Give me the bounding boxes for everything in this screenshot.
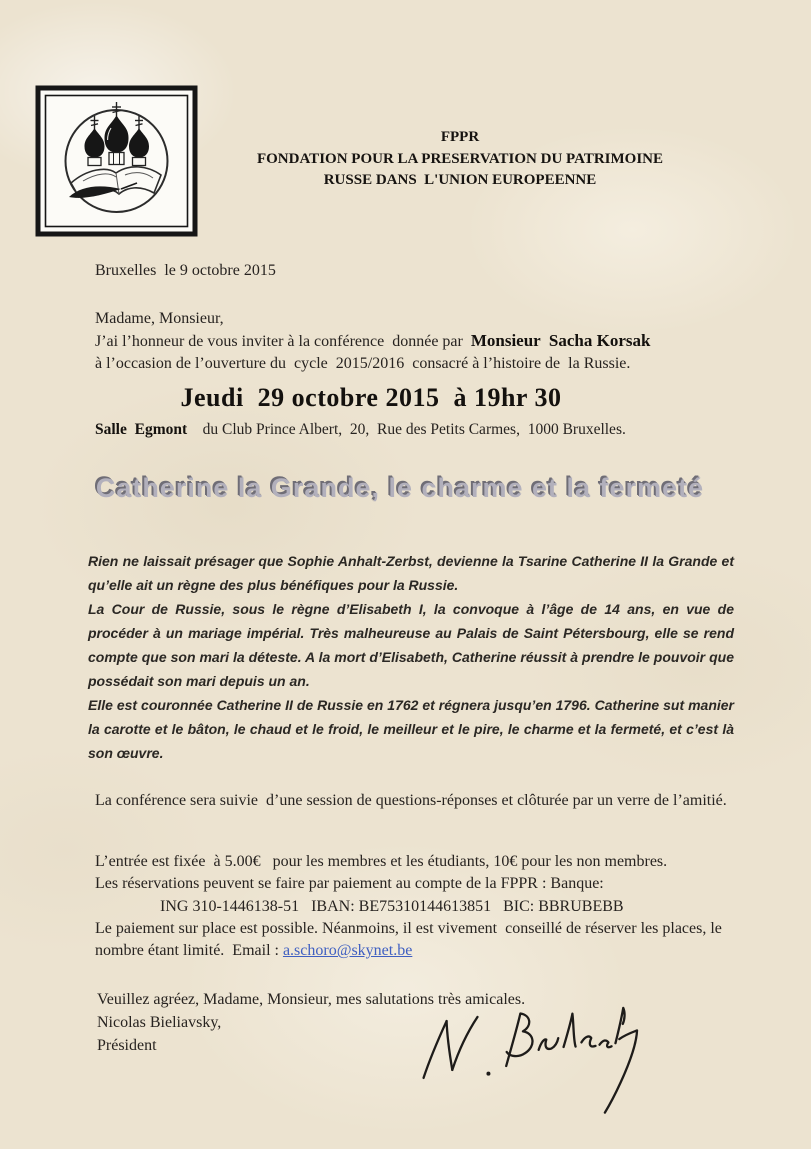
- abstract-paragraph: La Cour de Russie, sous le règne d’Elisabeth I, la convoque à l’âge de 14 ans, en vue de procéder à un mariage impérial. Très malheureuse au Palais de Saint Pétersbourg, elle se rend compte que son mari la déteste. A la mort d’Elisabeth, Catherine réussit à prendre le pouvoir que possédait son mari depuis un an.: [88, 601, 734, 689]
- dateline: Bruxelles le 9 octobre 2015: [95, 262, 276, 279]
- venue-name: Salle Egmont: [95, 421, 188, 438]
- qa-note: La conférence sera suivie d’une session de questions-réponses et clôturée par un verre de l’amitié.: [95, 792, 727, 809]
- entry-fee-line: L’entrée est fixée à 5.00€ pour les membres et les étudiants, 10€ pour les non membres.: [95, 853, 668, 870]
- email-link[interactable]: a.schoro@skynet.be: [282, 942, 413, 960]
- payment-note: Le paiement sur place est possible. Néanmoins, il est vivement conseillé de réserver les places, le nombre étant limité. Email :: [95, 919, 726, 960]
- signer-name: Nicolas Bieliavsky,: [97, 1014, 222, 1031]
- abstract-paragraph: Rien ne laissait présager que Sophie Anhalt-Zerbst, devienne la Tsarine Catherine II la Grande et qu’elle ait un règne des plus bénéfiques pour la Russie.: [88, 553, 734, 593]
- lecture-title: Catherine la Grande, le charme et la fermeté: [95, 473, 705, 503]
- abstract-block: [88, 549, 734, 765]
- event-datetime: Jeudi 29 octobre 2015 à 19hr 30: [180, 383, 562, 412]
- handwritten-signature: [411, 994, 659, 1126]
- venue-address: du Club Prince Albert, 20, Rue des Petits Carmes, 1000 Bruxelles.: [187, 421, 626, 438]
- abstract-paragraph: Elle est couronnée Catherine II de Russie en 1762 et régnera jusqu’en 1796. Catherine sut manier la carotte et le bâton, le chaud et le froid, le meilleur et le pire, le charme et la fermeté, et c’est là son œuvre.: [88, 697, 734, 761]
- reservation-line: Les réservations peuvent se faire par paiement au compte de la FPPR : Banque:: [95, 875, 604, 893]
- pricing-block: [95, 851, 753, 962]
- intro-block: [95, 308, 760, 375]
- signature-icon: [411, 994, 659, 1126]
- org-abbr: FPPR: [440, 129, 480, 145]
- letterhead: [110, 127, 810, 192]
- signer-title: Président: [97, 1037, 157, 1054]
- speaker-name: Monsieur Sacha Korsak: [470, 331, 651, 350]
- bank-details: ING 310-1446138-51 IBAN: BE75310144613851 BIC: BBRUBEBB: [160, 897, 624, 915]
- payment-line: [95, 918, 753, 963]
- venue-line: [95, 421, 626, 439]
- org-name-line2: RUSSE DANS L'UNION EUROPEENNE: [323, 172, 597, 188]
- closing-formula: Veuillez agréez, Madame, Monsieur, mes salutations très amicales.: [97, 991, 526, 1008]
- invitation-line2: à l’occasion de l’ouverture du cycle 2015/2016 consacré à l’histoire de la Russie.: [95, 355, 631, 372]
- invitation-text: J’ai l’honneur de vous inviter à la conférence donnée par: [95, 333, 471, 350]
- org-name-line1: FONDATION POUR LA PRESERVATION DU PATRIMOINE: [256, 150, 664, 167]
- salutation: Madame, Monsieur,: [95, 310, 224, 327]
- invitation-line: [95, 330, 760, 353]
